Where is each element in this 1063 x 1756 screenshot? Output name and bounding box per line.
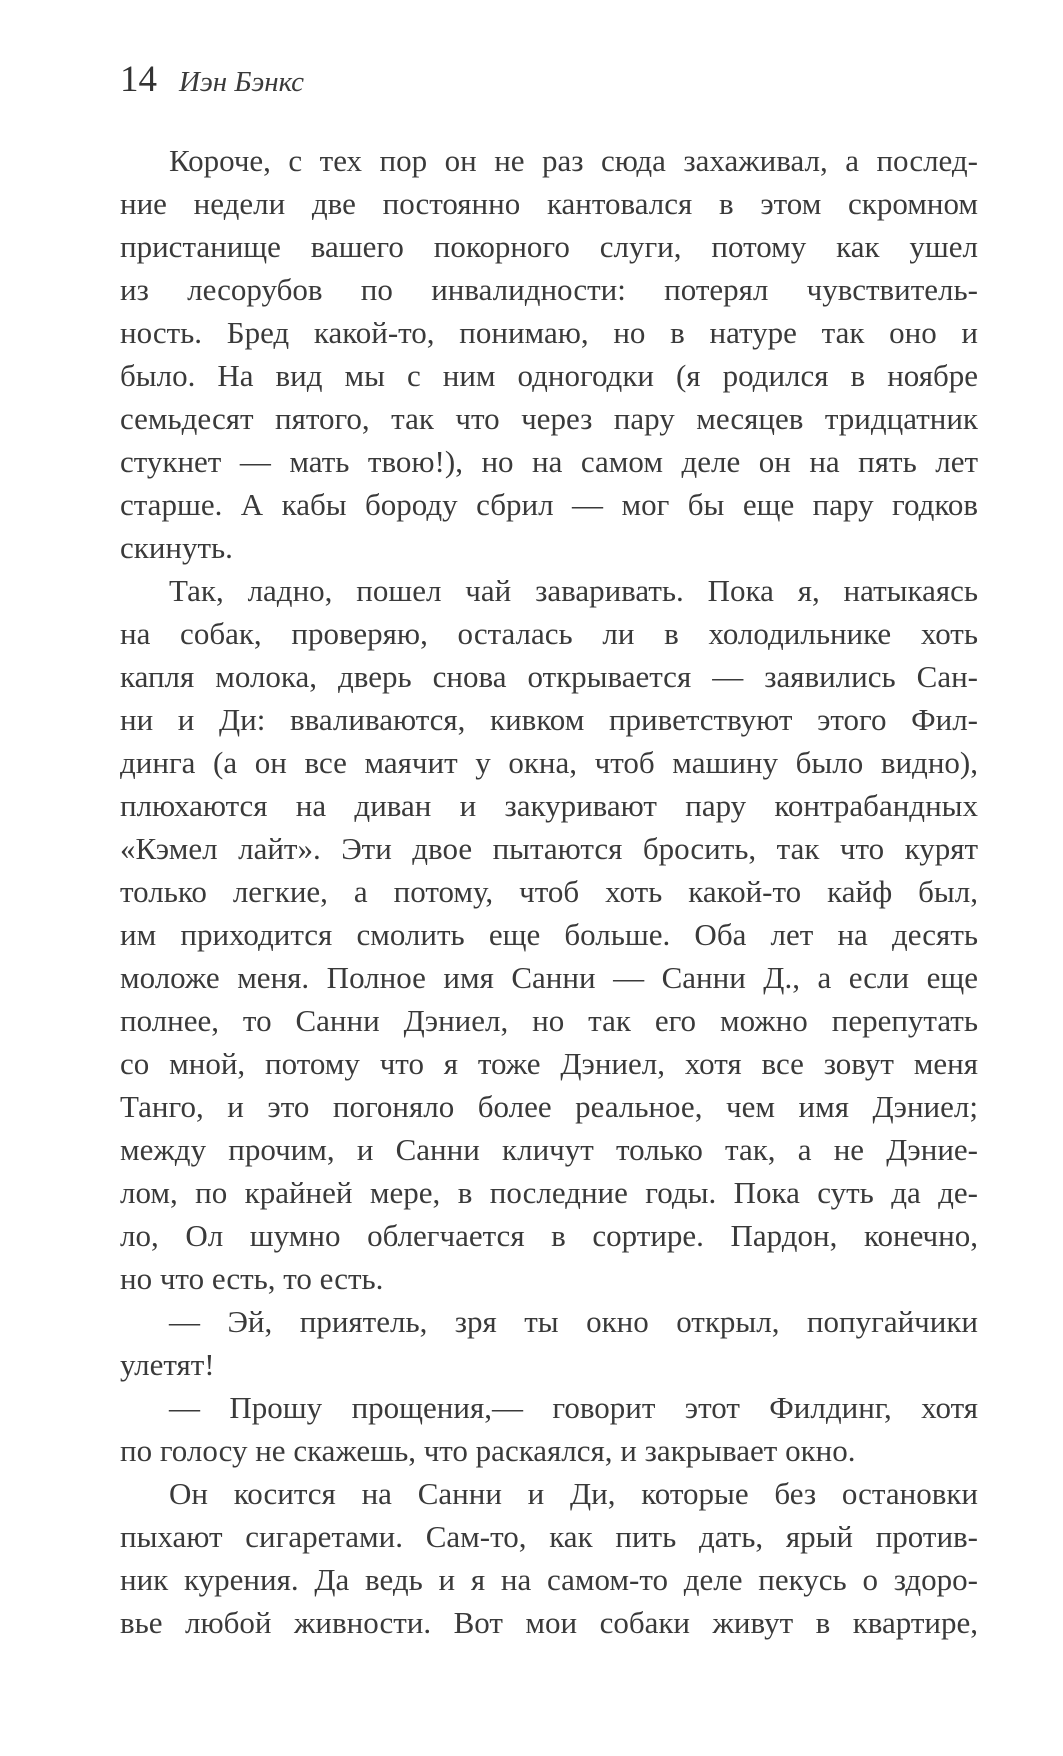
text-line: ни и Ди: вваливаются, кивком приветствуют этого Фил- [120, 702, 978, 737]
text-line: им приходится смолить еще больше. Оба лет на десять [120, 917, 978, 952]
text-line: Так, ладно, пошел чай заваривать. Пока я, натыкаясь [169, 573, 978, 608]
text-line: моложе меня. Полное имя Санни — Санни Д., а если еще [120, 960, 978, 995]
text-line: старше. А кабы бороду сбрил — мог бы еще пару годков [120, 487, 978, 522]
text-line: — Прошу прощения,— говорит этот Филдинг, хотя [169, 1390, 978, 1425]
body-text [120, 139, 978, 1644]
text-line: стукнет — мать твою!), но на самом деле он на пять лет [120, 444, 978, 479]
text-line: ло, Ол шумно облегчается в сортире. Пардон, конечно, [120, 1218, 978, 1253]
page-number: 14 [120, 59, 157, 100]
text-line: на собак, проверяю, осталась ли в холодильнике хоть [120, 616, 978, 651]
text-line: ние недели две постоянно кантовался в этом скромном [120, 186, 978, 221]
text-line: со мной, потому что я тоже Дэниел, хотя все зовут меня [120, 1046, 978, 1081]
text-line: скинуть. [120, 530, 233, 565]
text-line: Короче, с тех пор он не раз сюда захаживал, а послед- [169, 143, 978, 178]
text-line: было. На вид мы с ним одногодки (я родился в ноябре [120, 358, 978, 393]
text-line: улетят! [120, 1347, 215, 1382]
text-line: семьдесят пятого, так что через пару месяцев тридцатник [120, 401, 978, 436]
text-line: динга (а он все маячит у окна, чтоб машину было видно), [120, 745, 978, 780]
text-line: из лесорубов по инвалидности: потерял чувствитель- [120, 272, 978, 307]
text-line: Танго, и это погоняло более реальное, чем имя Дэниел; [120, 1089, 978, 1124]
text-line: полнее, то Санни Дэниел, но так его можно перепутать [120, 1003, 978, 1038]
page-header [120, 58, 304, 101]
text-line: по голосу не скажешь, что раскаялся, и закрывает окно. [120, 1433, 856, 1468]
text-line: лом, по крайней мере, в последние годы. Пока суть да де- [120, 1175, 978, 1210]
running-head-author: Иэн Бэнкс [179, 66, 304, 98]
text-line: — Эй, приятель, зря ты окно открыл, попугайчики [169, 1304, 978, 1339]
text-line: плюхаются на диван и закуривают пару контрабандных [120, 788, 978, 823]
text-line: пыхают сигаретами. Сам-то, как пить дать, ярый против- [120, 1519, 978, 1554]
text-line: вье любой живности. Вот мои собаки живут в квартире, [120, 1605, 978, 1640]
text-line: капля молока, дверь снова открывается — заявились Сан- [120, 659, 978, 694]
text-line: ник курения. Да ведь и я на самом-то деле пекусь о здоро- [120, 1562, 978, 1597]
text-line: но что есть, то есть. [120, 1261, 384, 1296]
text-line: только легкие, а потому, чтоб хоть какой-то кайф был, [120, 874, 978, 909]
text-line: ность. Бред какой-то, понимаю, но в натуре так оно и [120, 315, 978, 350]
text-line: Он косится на Санни и Ди, которые без остановки [169, 1476, 978, 1511]
text-line: «Кэмел лайт». Эти двое пытаются бросить, так что курят [120, 831, 978, 866]
text-line: между прочим, и Санни кличут только так, а не Дэние- [120, 1132, 978, 1167]
text-line: пристанище вашего покорного слуги, потому как ушел [120, 229, 978, 264]
